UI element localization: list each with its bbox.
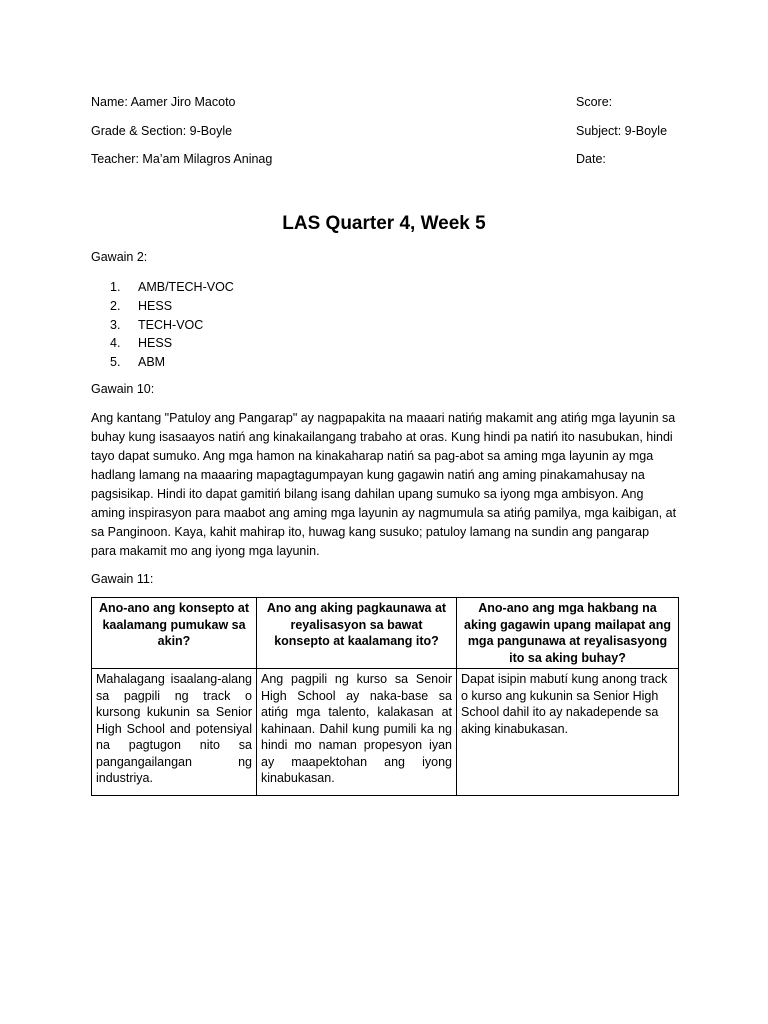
gawain-10-label: Gawain 10:: [91, 382, 155, 396]
gawain-10-paragraph: Ang kantang "Patuloy ang Pangarap" ay nagpapakita na maaari natińg makamit ang atińg mga layunin sa buhay kung isasaayos natiń ang kinakailangang trabaho at oras. Kung hindi pa natiń ito nasubukan, hindi tayo dapat sumuko. Ang mga hamon na kinakaharap natiń sa pag-abot sa aming mga layunin ay mga hadlang lamang na maaaring mapagtagumpayan kung gagawin natiń ang aming pinakamahusay na pagsisikap. Hindi ito dapat gamitiń bilang isang dahilan upang sumuko sa iyong mga ambisyon. Ang aming inspirasyon para maabot ang aming mga layunin ay nagmumula sa atińg pamilya, mga kaibigan, at sa Panginoon. Kaya, kahit mahirap ito, huwag kang susuko; patuloy lamang na sundin ang pangarap para makamit mo ang iyong mga layunin.: [91, 411, 677, 558]
gawain-2-list: [91, 278, 677, 372]
gawain-10-section: [91, 381, 677, 561]
gawain-2-section: [91, 249, 677, 372]
date-field: Date:: [576, 152, 606, 166]
table-header-row: [92, 598, 679, 669]
table-header-cell: Ano-ano ang konsepto at kaalamang pumukaw sa akin?: [92, 598, 257, 669]
page-title: LAS Quarter 4, Week 5: [282, 213, 486, 234]
gawain-11-label-wrap: [91, 571, 677, 587]
name-field: Name: Aamer Jiro Macoto: [91, 95, 236, 109]
teacher-field: Teacher: Ma’am Milagros Aninag: [91, 152, 273, 166]
table-header-cell: Ano-ano ang mga hakbang na aking gagawin upang mailapat ang mga pangunawa at reyalisasyong ito sa aking buhay?: [457, 598, 679, 669]
score-field: Score:: [576, 95, 613, 109]
list-item: 5. ABM: [110, 355, 166, 370]
subject-field: Subject: 9-Boyle: [576, 123, 668, 138]
table-cell: Mahalagang isaalang-alang sa pagpili ng track o kursong kukunin sa Senior High School and potensiyal na pagtugon nito sa pangangailangan ng industriya.: [92, 669, 257, 796]
table-row: [92, 669, 679, 796]
list-item: 3. TECH-VOC: [110, 317, 204, 332]
grade-section-field: Grade & Section: 9-Boyle: [91, 123, 233, 138]
list-item: 1. AMB/TECH-VOC: [110, 280, 234, 294]
gawain-11-table: [91, 597, 679, 796]
table-cell: Dapat isipin mabutí kung anong track o kurso ang kukunin sa Senior High School dahil ito ay nakadepende sa aking kinabukasan.: [457, 669, 679, 796]
table-header-cell: Ano ang aking pagkaunawa at reyalisasyon sa bawat konsepto at kaalamang ito?: [257, 598, 457, 669]
list-item: 2. HESS: [110, 298, 173, 313]
gawain-11-label: Gawain 11:: [91, 572, 154, 586]
table-cell: Ang pagpili ng kurso sa Senoir High School ay naka-base sa atińg mga talento, kalakasan at kahinaan. Dahil kung pumili ka ng hindi mo naman propesyon iyan ay maapektohan ang iyong kinabukasan.: [257, 669, 457, 796]
header-block: [91, 94, 672, 180]
list-item: 4. HESS: [110, 336, 173, 351]
gawain-2-label: Gawain 2:: [91, 250, 148, 264]
